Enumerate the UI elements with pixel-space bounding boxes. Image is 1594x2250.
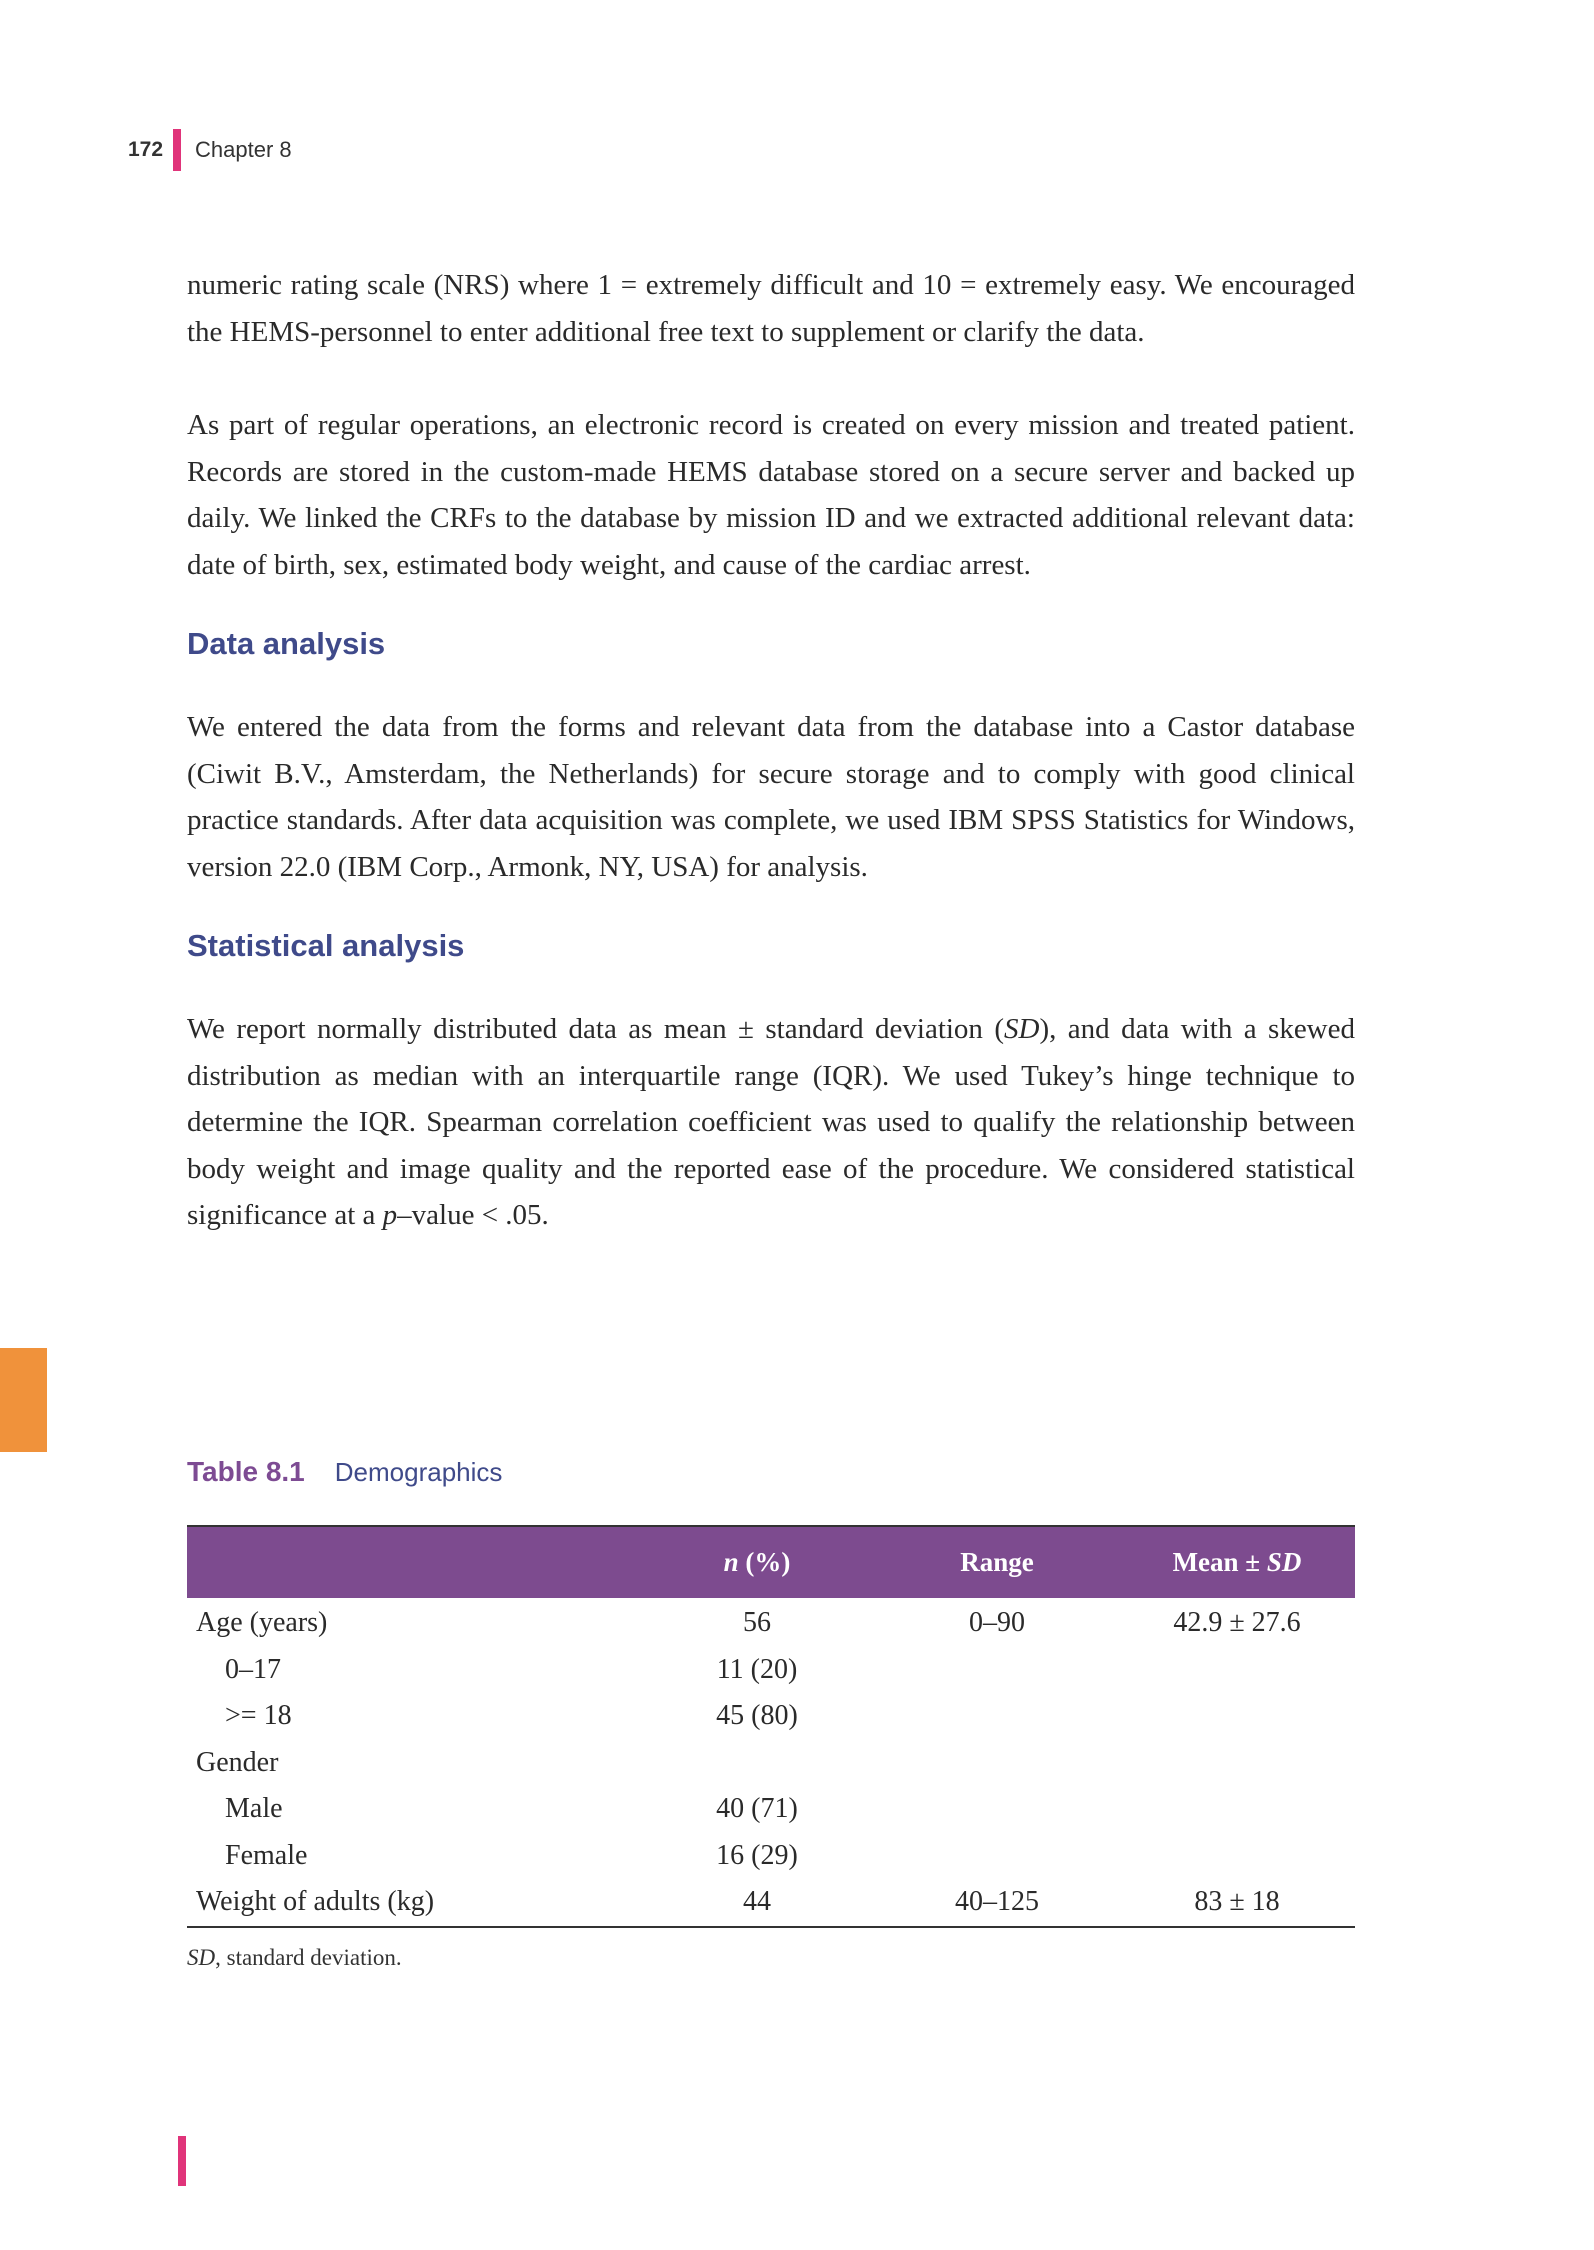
chapter-title: Chapter 8 <box>195 137 292 162</box>
table-row <box>187 1600 1355 1647</box>
page-header <box>128 128 292 172</box>
paragraph-records: As part of regular operations, an electronic record is created on every mission and treated patient. Records are stored in the custom-made HEMS database stored on a secure server and backed up daily. We linked the CRFs to the database by mission ID and we extracted additional relevant data: date of birth, sex, estimated body weight, and cause of the cardiac arrest. <box>187 409 1355 581</box>
p4-sd-italic: SD <box>1004 1013 1040 1045</box>
header-range: Range <box>960 1547 1034 1577</box>
table-row <box>187 1833 1355 1880</box>
row-range: 40–125 <box>955 1886 1039 1917</box>
row-n: 45 (80) <box>716 1700 798 1731</box>
heading-data-analysis: Data analysis <box>187 626 386 661</box>
row-n: 56 <box>743 1607 771 1638</box>
header-n-italic: n <box>723 1547 739 1577</box>
chapter-side-tab <box>0 1348 47 1452</box>
header-divider <box>173 129 181 171</box>
p4-p-italic: p <box>382 1199 398 1231</box>
p4-text-3: –value < .05. <box>397 1199 549 1231</box>
row-n: 11 (20) <box>716 1653 798 1685</box>
table-label: Table 8.1 <box>187 1456 305 1487</box>
demographics-table <box>187 1525 1355 1928</box>
table-title: Demographics <box>334 1457 503 1487</box>
row-label: Weight of adults (kg) <box>196 1886 435 1917</box>
row-mean: 42.9 ± 27.6 <box>1173 1607 1301 1638</box>
p4-text-1: We report normally distributed data as mean ± standard deviation ( <box>187 1013 1005 1045</box>
table-row <box>187 1693 1355 1740</box>
row-n: 16 (29) <box>716 1839 798 1871</box>
p4-text-2: ), and data with a skewed distribution as median with an interquartile range (IQR). We used Tukey’s hinge technique to determine the IQR. Spearman correlation coefficient was used to qualify the relationship between body weight and image quality and the reported ease of the procedure. We considered statistical significance at a <box>187 1013 1356 1231</box>
paragraph-statistical-analysis <box>187 1006 1355 1239</box>
table-header-row <box>187 1525 1355 1598</box>
paragraph-nrs: numeric rating scale (NRS) where 1 = extremely difficult and 10 = extremely easy. We encouraged the HEMS-personnel to enter additional free text to supplement or clarify the data. <box>187 269 1355 348</box>
heading-statistical-analysis: Statistical analysis <box>187 928 465 963</box>
table-body <box>187 1598 1355 1928</box>
row-mean: 83 ± 18 <box>1194 1886 1280 1917</box>
header-sd-italic: SD <box>1266 1547 1302 1577</box>
row-label: 0–17 <box>225 1653 281 1685</box>
row-label: >= 18 <box>225 1700 292 1731</box>
paragraph-data-analysis: We entered the data from the forms and relevant data from the database into a Castor database (Ciwit B.V., Amsterdam, the Netherlands) for secure storage and to comply with good clinical practice standards. After data acquisition was complete, we used IBM SPSS Statistics for Windows, version 22.0 (IBM Corp., Armonk, NY, USA) for analysis. <box>187 711 1355 883</box>
header-mean-sd <box>1122 1527 1352 1598</box>
table-caption <box>187 1456 502 1488</box>
main-content <box>187 262 1355 1239</box>
footnote-sd-italic: SD <box>187 1945 216 1970</box>
table-row <box>187 1879 1355 1928</box>
table-footnote <box>187 1945 402 1971</box>
header-mean-text: Mean ± <box>1172 1547 1267 1577</box>
table-row <box>187 1647 1355 1694</box>
row-n: 40 (71) <box>716 1793 798 1824</box>
footnote-text: , standard deviation. <box>215 1945 402 1970</box>
row-label: Male <box>225 1793 283 1824</box>
row-n: 44 <box>743 1886 771 1917</box>
page-number: 172 <box>128 138 164 161</box>
header-n-rest: (%) <box>738 1547 791 1577</box>
footer-accent-bar <box>178 2136 186 2186</box>
row-label: Age (years) <box>196 1607 328 1638</box>
header-n-percent <box>647 1527 867 1598</box>
table-row <box>187 1740 1355 1787</box>
row-label: Gender <box>196 1746 279 1778</box>
row-range: 0–90 <box>969 1607 1025 1638</box>
table-row <box>187 1786 1355 1833</box>
row-label: Female <box>225 1839 308 1871</box>
